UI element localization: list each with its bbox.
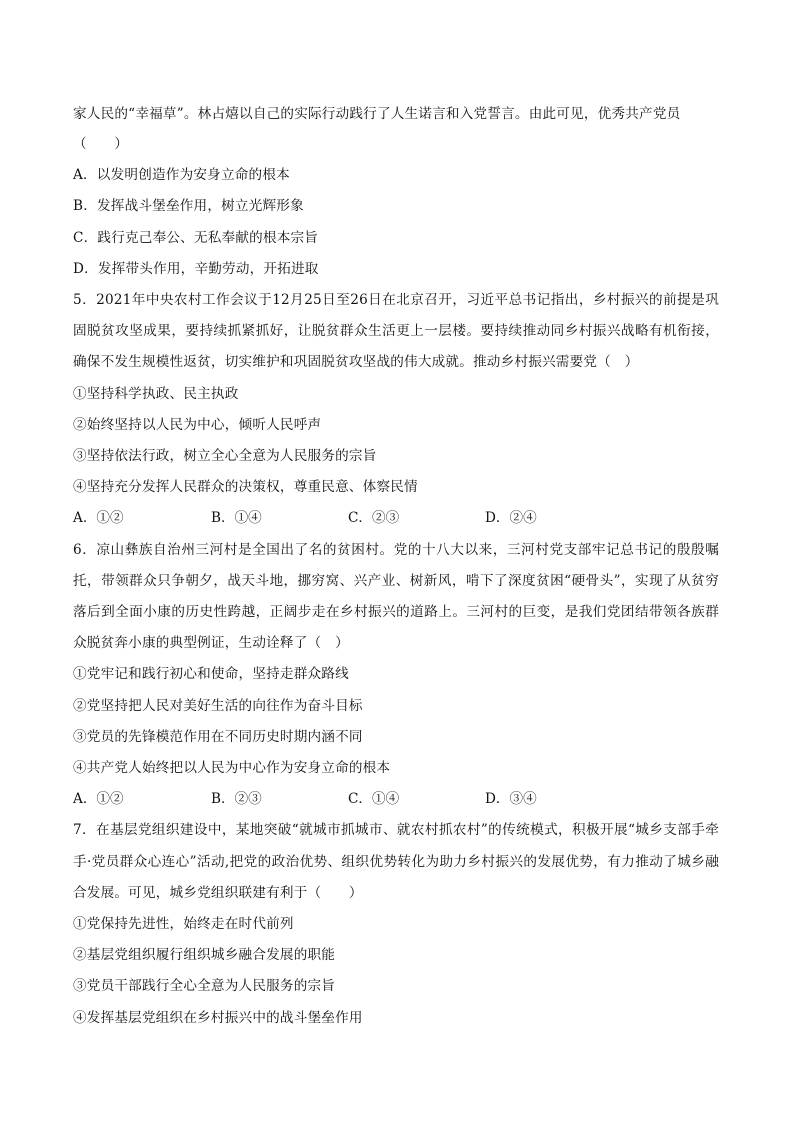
q5-choice-c: C．②③ xyxy=(348,510,400,526)
q6-stem-line-1: 6．凉山彝族自治州三河村是全国出了名的贫困村。党的十八大以来，三河村党支部牢记总书记的殷殷嘱 xyxy=(73,542,719,558)
q4-option-c: C．践行克己奉公、无私奉献的根本宗旨 xyxy=(73,230,319,246)
q6-statement-1: ①党牢记和践行初心和使命，坚持走群众路线 xyxy=(73,666,349,682)
q5-statement-2: ②始终坚持以人民为中心，倾听人民呼声 xyxy=(73,417,322,433)
q5-stem-line-2: 固脱贫攻坚成果，要持续抓紧抓好，让脱贫群众生活更上一层楼。要持续推动同乡村振兴战略有机衔接， xyxy=(73,323,719,339)
q5-stem-line-3: 确保不发生规模性返贫，切实维护和巩固脱贫攻坚战的伟大成就。推动乡村振兴需要党（ ） xyxy=(73,354,639,370)
q7-stem-line-1: 7．在基层党组织建设中，某地突破“就城市抓城市、就农村抓农村”的传统模式，积极开展“城乡支部手牵 xyxy=(73,822,719,838)
q7-statement-1: ①党保持先进性，始终走在时代前列 xyxy=(73,916,294,932)
q4-stem-tail: 家人民的“幸福草”。林占熺以自己的实际行动践行了人生诺言和入党誓言。由此可见，优秀共产党员 xyxy=(73,106,681,122)
q5-choice-d: D．②④ xyxy=(485,510,537,526)
q5-stem-line-1: 5．2021年中央农村工作会议于12月25日至26日在北京召开，习近平总书记指出，乡村振兴的前提是巩 xyxy=(73,292,719,308)
q7-statement-2: ②基层党组织履行组织城乡融合发展的职能 xyxy=(73,947,336,963)
q5-statement-4: ④坚持充分发挥人民群众的决策权，尊重民意、体察民情 xyxy=(73,479,418,495)
q5-choice-b: B．①④ xyxy=(211,510,262,526)
q4-option-d: D．发挥带头作用，辛勤劳动，开拓进取 xyxy=(73,261,319,277)
q6-stem-line-4: 众脱贫奔小康的典型例证，生动诠释了（ ） xyxy=(73,635,349,651)
q5-statement-3: ③坚持依法行政，树立全心全意为人民服务的宗旨 xyxy=(73,448,377,464)
q4-answer-blank: （ ） xyxy=(73,136,129,152)
q6-statement-3: ③党员的先锋模范作用在不同历史时期内涵不同 xyxy=(73,729,363,745)
q6-choice-b: B．②③ xyxy=(211,791,262,807)
q7-statement-3: ③党员干部践行全心全意为人民服务的宗旨 xyxy=(73,978,336,994)
q6-statement-4: ④共产党人始终把以人民为中心作为安身立命的根本 xyxy=(73,760,391,776)
q5-choice-a: A．①② xyxy=(73,510,124,526)
q6-choice-d: D．③④ xyxy=(485,791,537,807)
q6-choice-c: C．①④ xyxy=(348,791,400,807)
q4-option-b: B．发挥战斗堡垒作用，树立光辉形象 xyxy=(73,198,304,214)
q7-stem-line-3: 合发展。可见，城乡党组织联建有利于（ ） xyxy=(73,885,363,901)
q7-stem-line-2: 手·党员群众心连心”活动,把党的政治优势、组织优势转化为助力乡村振兴的发展优势，有力推动了城乡融 xyxy=(73,854,719,870)
q5-statement-1: ①坚持科学执政、民主执政 xyxy=(73,386,239,402)
q6-stem-line-2: 托，带领群众只争朝夕，战天斗地，挪穷窝、兴产业、树新风，啃下了深度贫困“硬骨头”，实现了从贫穷 xyxy=(73,573,719,589)
q6-statement-2: ②党坚持把人民对美好生活的向往作为奋斗目标 xyxy=(73,698,363,714)
q6-choice-a: A．①② xyxy=(73,791,124,807)
q7-statement-4: ④发挥基层党组织在乡村振兴中的战斗堡垒作用 xyxy=(73,1010,363,1026)
q4-option-a: A．以发明创造作为安身立命的根本 xyxy=(73,167,290,183)
q6-stem-line-3: 落后到全面小康的历史性跨越，正阔步走在乡村振兴的道路上。三河村的巨变，是我们党团结带领各族群 xyxy=(73,604,719,620)
